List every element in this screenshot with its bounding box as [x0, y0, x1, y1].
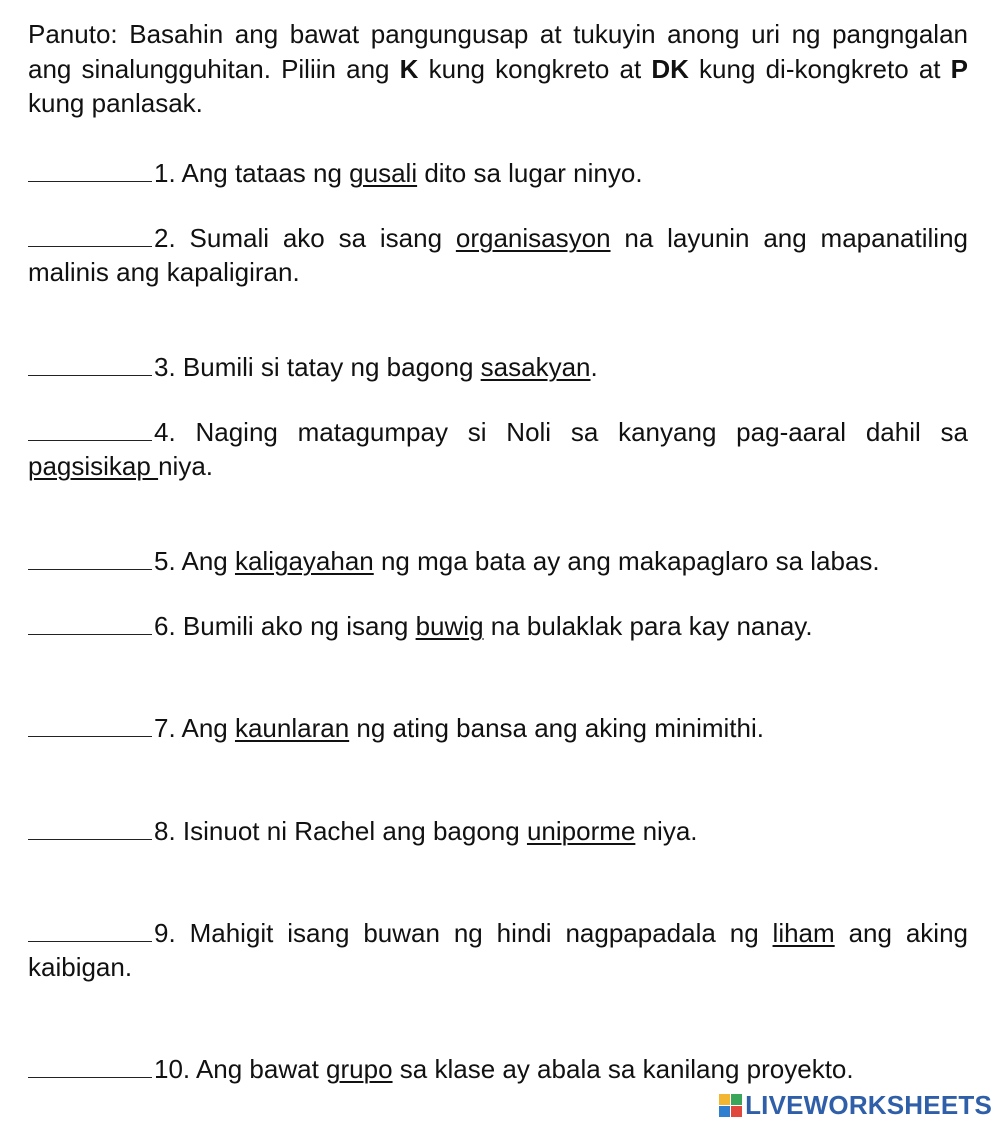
underlined-noun: kaligayahan	[234, 546, 374, 576]
underlined-noun: kaunlaran	[234, 713, 350, 743]
underlined-noun: pagsisikap	[28, 451, 159, 481]
question-number: 7.	[154, 713, 176, 743]
question-item	[28, 814, 968, 848]
instructions-text-4: kung panlasak.	[28, 88, 203, 118]
code-k: K	[399, 53, 419, 84]
liveworksheets-logo-icon	[719, 1094, 742, 1117]
question-number: 6.	[154, 611, 176, 641]
sentence-text: dito sa lugar ninyo.	[417, 158, 643, 188]
logo-tile	[731, 1094, 742, 1105]
underlined-noun: gusali	[349, 158, 418, 188]
sentence-text: na layunin ang mapanatiling malinis ang kapaligiran.	[28, 223, 968, 287]
underlined-noun: liham	[772, 918, 835, 948]
question-item	[28, 156, 968, 190]
question-number: 4.	[154, 417, 176, 447]
sentence-text: .	[590, 352, 598, 382]
underlined-noun: grupo	[326, 1054, 393, 1084]
question-item	[28, 711, 968, 745]
code-p: P	[950, 53, 968, 84]
question-item	[28, 221, 968, 289]
question-item	[28, 544, 968, 578]
sentence-text: Ang	[175, 546, 235, 576]
sentence-text: sa klase ay abala sa kanilang proyekto.	[392, 1054, 854, 1084]
sentence-text: Isinuot ni Rachel ang bagong	[175, 816, 527, 846]
answer-blank[interactable]	[28, 547, 152, 570]
answer-blank[interactable]	[28, 919, 152, 942]
answer-blank[interactable]	[28, 159, 152, 182]
sentence-text: Ang tataas ng	[175, 158, 350, 188]
instructions-text-3: kung di-kongkreto at	[688, 53, 951, 84]
sentence-text: Bumili si tatay ng bagong	[175, 352, 481, 382]
question-number: 8.	[154, 816, 176, 846]
answer-blank[interactable]	[28, 224, 152, 247]
sentence-text: na bulaklak para kay nanay.	[483, 611, 813, 641]
answer-blank[interactable]	[28, 353, 152, 376]
question-item	[28, 609, 968, 643]
sentence-text: niya.	[635, 816, 698, 846]
question-number: 5.	[154, 546, 176, 576]
sentence-text: Ang bawat	[190, 1054, 327, 1084]
sentence-text: niya.	[158, 451, 213, 481]
answer-blank[interactable]	[28, 418, 152, 441]
question-number: 1.	[154, 158, 176, 188]
sentence-text: Ang	[175, 713, 235, 743]
question-item	[28, 415, 968, 483]
question-item	[28, 916, 968, 984]
liveworksheets-logo	[719, 1090, 992, 1121]
underlined-noun: buwig	[415, 611, 484, 641]
answer-blank[interactable]	[28, 817, 152, 840]
sentence-text: ng ating bansa ang aking minimithi.	[349, 713, 764, 743]
question-item	[28, 1052, 968, 1086]
logo-tile	[731, 1106, 742, 1117]
instructions-text-1: Panuto: Basahin ang bawat pangungusap at tukuyin anong uri ng pangngalan ang sinalungguhitan. Piliin ang	[28, 19, 968, 84]
answer-blank[interactable]	[28, 612, 152, 635]
question-item	[28, 350, 968, 384]
instructions-text-2: kung kongkreto at	[418, 53, 652, 84]
question-number: 9.	[154, 918, 176, 948]
logo-tile	[719, 1106, 730, 1117]
sentence-text: ng mga bata ay ang makapaglaro sa labas.	[373, 546, 880, 576]
sentence-text: Bumili ako ng isang	[175, 611, 416, 641]
sentence-text: Mahigit isang buwan ng hindi nagpapadala ng	[175, 918, 773, 948]
sentence-text: Sumali ako sa isang	[175, 223, 456, 253]
logo-tile	[719, 1094, 730, 1105]
underlined-noun: uniporme	[526, 816, 636, 846]
logo-text: LIVEWORKSHEETS	[745, 1090, 992, 1120]
underlined-noun: organisasyon	[455, 223, 611, 253]
underlined-noun: sasakyan	[480, 352, 591, 382]
answer-blank[interactable]	[28, 1055, 152, 1078]
question-number: 10.	[154, 1054, 191, 1084]
code-dk: DK	[651, 53, 689, 84]
sentence-text: Naging matagumpay si Noli sa kanyang pag-aaral dahil sa	[175, 417, 968, 447]
question-number: 2.	[154, 223, 176, 253]
question-number: 3.	[154, 352, 176, 382]
instructions	[28, 17, 968, 121]
sentence-text: ang aking kaibigan.	[28, 918, 969, 982]
answer-blank[interactable]	[28, 714, 152, 737]
